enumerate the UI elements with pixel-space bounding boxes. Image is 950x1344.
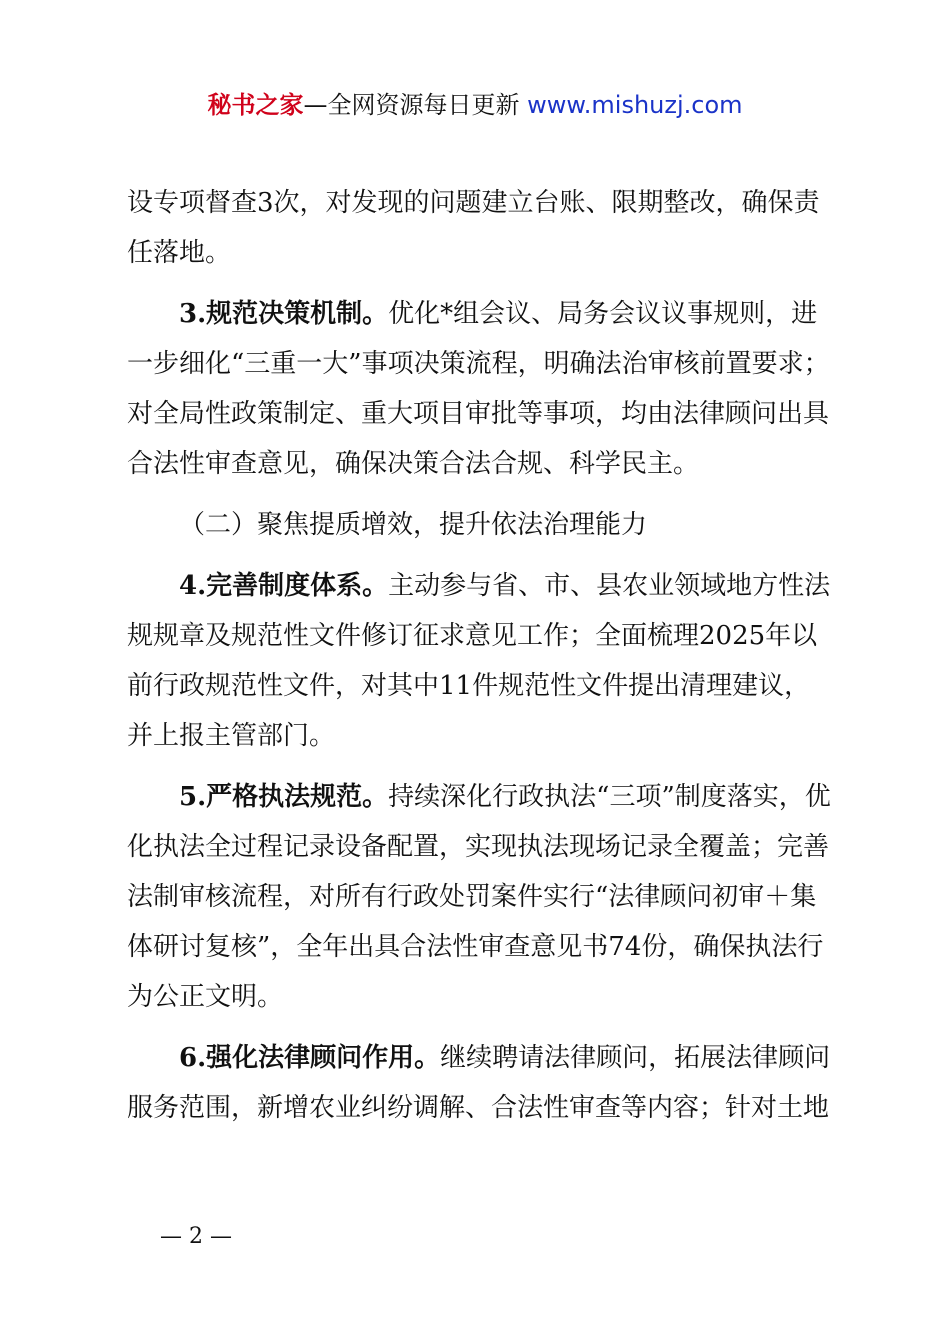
paragraph-4 (127, 561, 835, 761)
page-number: — 2 — (160, 1224, 232, 1249)
header-tagline: —全网资源每日更新 (303, 91, 520, 119)
paragraph-3-body: 优化*组会议、局务会议议事规则，进一步细化“三重一大”事项决策流程，明确法治审核前置要求；对全局性政策制定、重大项目审批等事项，均由法律顾问出具合法性审查意见，确保决策合法合规、科学民主。 (127, 299, 830, 479)
document-body (127, 178, 835, 1133)
section-heading-2: （二）聚焦提质增效，提升依法治理能力 (179, 510, 648, 540)
paragraph-3-heading: 3.规范决策机制。 (179, 299, 389, 329)
paragraph-3 (127, 289, 835, 489)
site-header (0, 86, 950, 124)
paragraph-5-heading: 5.严格执法规范。 (179, 782, 389, 812)
brand-name: 秘书之家 (207, 91, 304, 119)
header-url[interactable]: www.mishuzj.com (527, 91, 743, 119)
paragraph-6 (127, 1033, 835, 1133)
paragraph-6-body: 继续聘请法律顾问，拓展法律顾问服务范围，新增农业纠纷调解、合法性审查等内容；针对土地 (127, 1043, 831, 1123)
paragraph-4-body: 主动参与省、市、县农业领域地方性法规规章及规范性文件修订征求意见工作；全面梳理2025年以前行政规范性文件，对其中11件规范性文件提出清理建议，并上报主管部门。 (127, 571, 831, 751)
paragraph-5 (127, 772, 835, 1022)
paragraph-5-body: 持续深化行政执法“三项”制度落实，优化执法全过程记录设备配置，实现执法现场记录全覆盖；完善法制审核流程，对所有行政处罚案件实行“法律顾问初审＋集体研讨复核”，全年出具合法性审查意见书74份，确保执法行为公正文明。 (127, 782, 831, 1012)
paragraph-continuation: 设专项督查3次，对发现的问题建立台账、限期整改，确保责任落地。 (127, 188, 820, 268)
paragraph-4-heading: 4.完善制度体系。 (179, 571, 389, 601)
paragraph-6-heading: 6.强化法律顾问作用。 (179, 1043, 441, 1073)
